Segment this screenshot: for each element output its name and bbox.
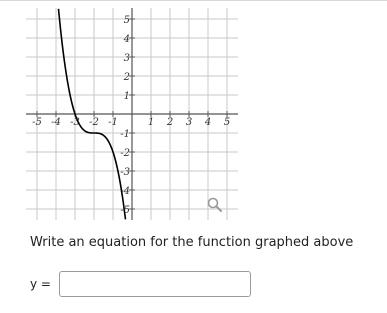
x-tick-label: -2 xyxy=(89,117,99,128)
y-tick-label: -3 xyxy=(120,167,130,178)
x-tick-label: -3 xyxy=(70,117,80,128)
y-tick-label: -2 xyxy=(120,148,130,159)
x-tick-label: -5 xyxy=(32,117,42,128)
y-tick-label: -4 xyxy=(120,186,130,197)
answer-row xyxy=(30,270,251,298)
y-tick-label: -1 xyxy=(120,129,130,140)
y-tick-label: 5 xyxy=(123,15,130,26)
y-tick-label: -5 xyxy=(120,205,130,216)
answer-label: y = xyxy=(30,277,51,291)
function-graph xyxy=(26,8,238,220)
y-tick-label: 3 xyxy=(123,53,130,64)
y-tick-label: 1 xyxy=(123,91,130,102)
graph-canvas xyxy=(26,8,238,220)
x-tick-label: 4 xyxy=(204,117,212,128)
x-tick-label: 3 xyxy=(185,117,193,128)
axes xyxy=(26,8,238,220)
top-divider xyxy=(0,0,387,1)
x-tick-label: 5 xyxy=(223,117,231,128)
y-tick-label: 2 xyxy=(123,72,130,83)
x-tick-label: -1 xyxy=(108,117,118,128)
x-tick-label: 1 xyxy=(147,117,155,128)
x-tick-label: -4 xyxy=(51,117,61,128)
y-tick-label: 4 xyxy=(123,34,130,45)
question-prompt: Write an equation for the function graphed above xyxy=(30,235,354,250)
equation-input[interactable] xyxy=(59,271,251,297)
x-tick-label: 2 xyxy=(166,117,174,128)
